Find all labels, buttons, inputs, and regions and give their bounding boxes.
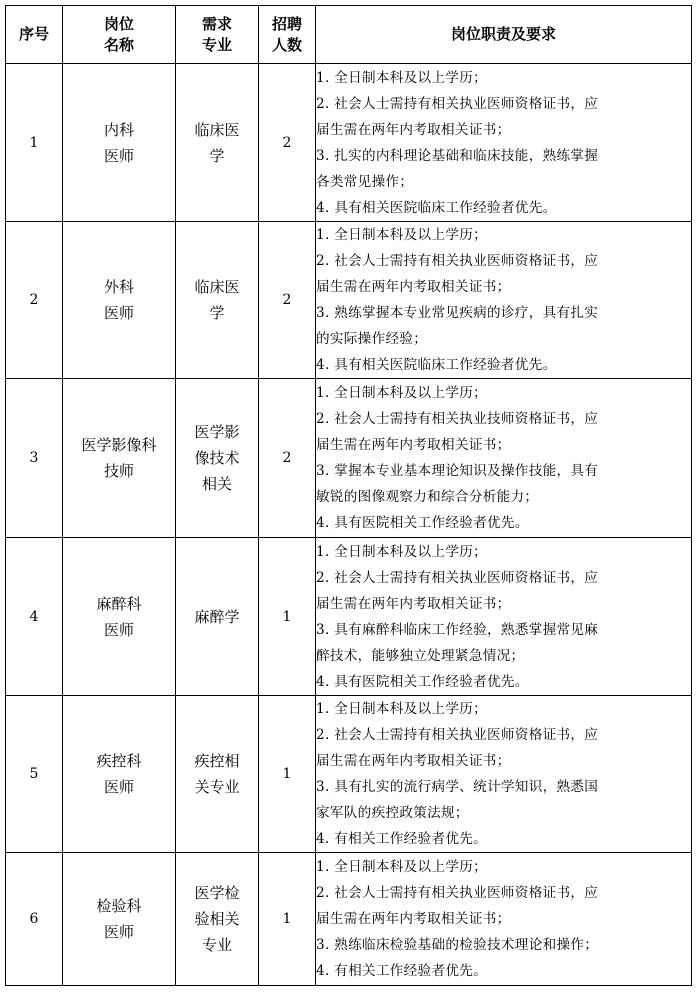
duty-line: 家军队的疾控政策法规； xyxy=(316,805,469,821)
duty-line: 1. 全日制本科及以上学历； xyxy=(316,227,488,243)
duties-cell xyxy=(316,379,692,538)
duty-line: 2. 社会人士需持有相关执业技师资格证书，应 xyxy=(316,411,599,427)
header-position xyxy=(63,6,176,64)
duty-line: 2. 社会人士需持有相关执业医师资格证书，应 xyxy=(316,569,599,586)
major-cell xyxy=(176,222,259,379)
table-row xyxy=(6,222,692,379)
duty-line: 4. 有相关工作经验者优先。 xyxy=(316,963,488,979)
position-line: 医师 xyxy=(103,923,134,941)
table-row xyxy=(6,853,692,986)
major-line: 麻醉学 xyxy=(194,607,240,626)
duties-cell xyxy=(316,222,692,379)
count-cell: 2 xyxy=(259,379,316,538)
major-line: 验相关 xyxy=(194,910,240,928)
header-duties: 岗位职责及要求 xyxy=(316,6,692,64)
duty-line: 3. 具有扎实的流行病学、统计学知识，熟悉国 xyxy=(316,779,599,795)
duty-line: 3. 熟练临床检验基础的检验技术理论和操作； xyxy=(316,937,599,953)
major-cell xyxy=(176,696,259,853)
duty-line: 3. 扎实的内科理论基础和临床技能，熟练掌握 xyxy=(316,147,599,164)
position-cell xyxy=(63,379,176,538)
duty-line: 3. 掌握本专业基本理论知识及操作技能，具有 xyxy=(316,463,599,479)
duty-line: 4. 具有相关医院临床工作经验者优先。 xyxy=(316,199,557,216)
duty-line: 敏锐的图像观察力和综合分析能力； xyxy=(316,489,539,505)
seq-cell: 6 xyxy=(6,853,63,986)
duty-line: 各类常见操作； xyxy=(316,173,414,190)
header-seq: 序号 xyxy=(6,6,63,64)
seq-cell: 3 xyxy=(6,379,63,538)
table-row xyxy=(6,64,692,222)
major-line: 学 xyxy=(209,304,225,322)
duty-line: 届生需在两年内考取相关证书； xyxy=(316,437,511,453)
duties-cell xyxy=(316,538,692,696)
major-line: 专业 xyxy=(201,936,232,954)
duty-line: 4. 有相关工作经验者优先。 xyxy=(316,831,488,847)
major-cell xyxy=(176,64,259,222)
major-line: 临床医 xyxy=(194,120,240,139)
seq-cell: 2 xyxy=(6,222,63,379)
duty-line: 届生需在两年内考取相关证书； xyxy=(316,911,511,927)
table-row xyxy=(6,696,692,853)
position-cell xyxy=(63,853,176,986)
duties-cell xyxy=(316,696,692,853)
duty-line: 醉技术，能够独立处理紧急情况； xyxy=(316,647,525,664)
position-line: 外科 xyxy=(103,278,134,296)
header-major-line: 专业 xyxy=(201,35,232,54)
header-row xyxy=(6,6,692,64)
recruitment-table xyxy=(5,5,692,986)
major-line: 疾控相 xyxy=(194,752,240,770)
duty-line: 届生需在两年内考取相关证书； xyxy=(316,279,511,295)
table-row xyxy=(6,379,692,538)
duty-line: 1. 全日制本科及以上学历； xyxy=(316,543,488,560)
count-cell: 1 xyxy=(259,696,316,853)
duty-line: 届生需在两年内考取相关证书； xyxy=(316,595,511,612)
seq-cell: 5 xyxy=(6,696,63,853)
seq-cell: 1 xyxy=(6,64,63,222)
position-cell xyxy=(63,64,176,222)
header-count-line: 招聘 xyxy=(271,14,302,33)
major-line: 临床医 xyxy=(194,278,240,296)
duty-line: 2. 社会人士需持有相关执业医师资格证书，应 xyxy=(316,885,599,901)
major-line: 像技术 xyxy=(194,449,240,467)
position-line: 医师 xyxy=(103,146,134,165)
position-line: 医师 xyxy=(103,304,134,322)
major-line: 相关 xyxy=(201,475,232,493)
position-line: 检验科 xyxy=(96,897,142,915)
seq-cell: 4 xyxy=(6,538,63,696)
major-line: 医学检 xyxy=(194,884,240,902)
duty-line: 届生需在两年内考取相关证书； xyxy=(316,121,511,138)
header-position-line: 岗位 xyxy=(103,14,134,33)
position-cell xyxy=(63,696,176,853)
major-line: 关专业 xyxy=(194,778,240,796)
duty-line: 3. 具有麻醉科临床工作经验，熟悉掌握常见麻 xyxy=(316,621,599,638)
position-line: 麻醉科 xyxy=(96,594,142,613)
header-position-line: 名称 xyxy=(103,35,134,54)
major-line: 学 xyxy=(209,146,225,165)
table-row xyxy=(6,538,692,696)
duty-line: 4. 具有医院相关工作经验者优先。 xyxy=(316,673,529,690)
duty-line: 3. 熟练掌握本专业常见疾病的诊疗，具有扎实 xyxy=(316,305,599,321)
duties-cell xyxy=(316,64,692,222)
position-cell xyxy=(63,538,176,696)
count-cell: 1 xyxy=(259,853,316,986)
duty-line: 届生需在两年内考取相关证书； xyxy=(316,753,511,769)
position-line: 内科 xyxy=(103,120,134,139)
count-cell: 2 xyxy=(259,64,316,222)
duties-cell xyxy=(316,853,692,986)
header-major xyxy=(176,6,259,64)
duty-line: 1. 全日制本科及以上学历； xyxy=(316,859,488,875)
position-line: 医师 xyxy=(103,620,134,639)
duty-line: 4. 具有相关医院临床工作经验者优先。 xyxy=(316,357,557,373)
major-line: 医学影 xyxy=(194,423,240,441)
count-cell: 2 xyxy=(259,222,316,379)
header-count xyxy=(259,6,316,64)
duty-line: 1. 全日制本科及以上学历； xyxy=(316,701,488,717)
header-count-line: 人数 xyxy=(271,35,302,54)
major-cell xyxy=(176,538,259,696)
duty-line: 2. 社会人士需持有相关执业医师资格证书，应 xyxy=(316,253,599,269)
duty-line: 的实际操作经验； xyxy=(316,331,428,347)
duty-line: 2. 社会人士需持有相关执业医师资格证书，应 xyxy=(316,727,599,743)
position-line: 技师 xyxy=(103,462,134,480)
major-cell xyxy=(176,853,259,986)
position-line: 医师 xyxy=(103,778,134,796)
duty-line: 4. 具有医院相关工作经验者优先。 xyxy=(316,515,529,531)
major-cell xyxy=(176,379,259,538)
duty-line: 1. 全日制本科及以上学历； xyxy=(316,385,488,401)
position-line: 疾控科 xyxy=(96,752,142,770)
duty-line: 2. 社会人士需持有相关执业医师资格证书，应 xyxy=(316,95,599,112)
position-line: 医学影像科 xyxy=(81,436,157,454)
count-cell: 1 xyxy=(259,538,316,696)
duty-line: 1. 全日制本科及以上学历； xyxy=(316,69,488,86)
header-major-line: 需求 xyxy=(201,14,232,33)
position-cell xyxy=(63,222,176,379)
